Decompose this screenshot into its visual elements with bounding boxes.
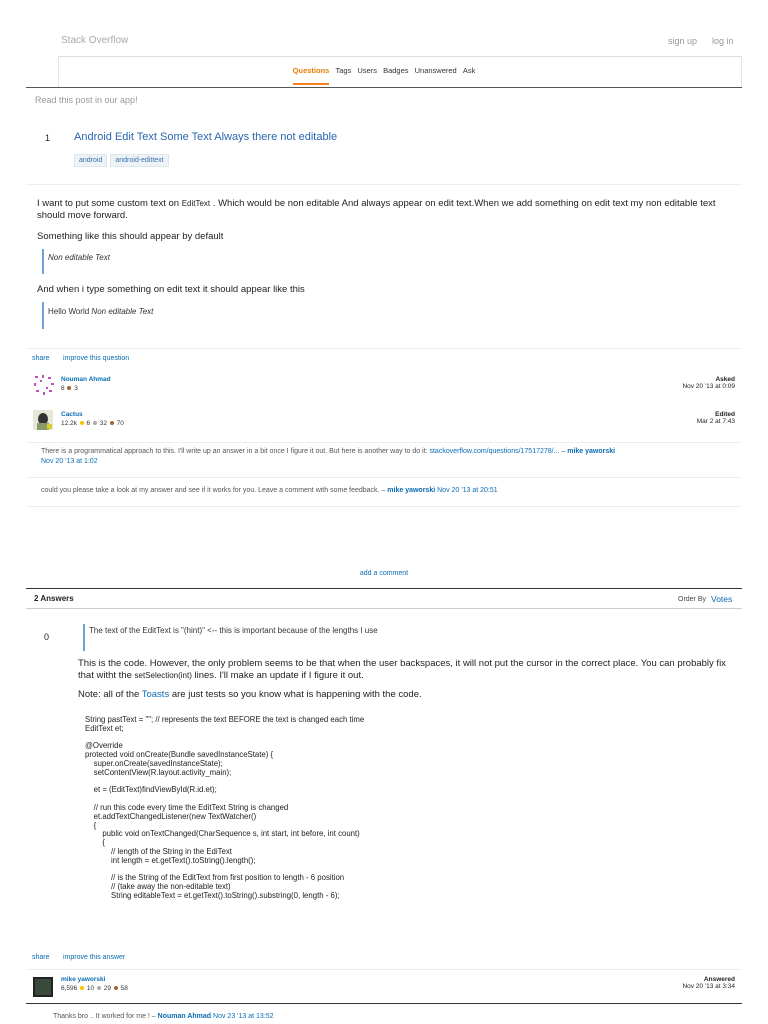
sign-up-link[interactable]: sign up [668, 36, 698, 46]
blockquote: The text of the EditText is "(hint)" <-- this is important because of the lengths I use [83, 624, 378, 651]
asked-info: Asked Nov 20 '13 at 0:09 [682, 376, 735, 390]
question-tags [74, 149, 172, 167]
blockquote: Non editable Text [42, 249, 110, 274]
edited-info: Edited Mar 2 at 7:43 [696, 411, 735, 425]
nav-divider [26, 87, 742, 88]
toasts-link[interactable]: Toasts [141, 689, 170, 700]
avatar[interactable] [33, 977, 53, 997]
answers-count: 2 Answers [34, 594, 74, 603]
nav-users[interactable]: Users [357, 66, 377, 75]
gold-badge-icon [80, 986, 84, 990]
divider [26, 969, 742, 970]
editor-name[interactable]: Cactus [61, 411, 83, 418]
log-in-link[interactable]: log in [712, 36, 734, 46]
comment: There is a programmatical approach to this. I'll write up an answer in a bit once I figure it out. But here is another way to do it: stackoverflow.com/questions/17517278/... – mike yaworski Nov 20 '13 at 1:02 [41, 448, 616, 465]
bronze-badge-icon [114, 986, 118, 990]
question-paragraph: And when i type something on edit text it should appear like this [37, 284, 305, 295]
answer-vote-count: 0 [44, 632, 50, 642]
question-paragraph: Something like this should appear by default [37, 231, 224, 242]
divider [26, 506, 742, 507]
gold-badge-icon [80, 421, 84, 425]
comment-link[interactable]: stackoverflow.com/questions/17517278/... [429, 448, 560, 455]
nav-badges[interactable]: Badges [383, 66, 409, 75]
improve-question-link[interactable]: improve this question [63, 355, 130, 362]
divider [26, 477, 742, 478]
avatar[interactable] [33, 374, 53, 394]
comment-date[interactable]: Nov 23 '13 at 13:52 [213, 1013, 274, 1020]
add-comment-link[interactable]: add a comment [359, 570, 409, 577]
comment-date[interactable]: Nov 20 '13 at 1:02 [41, 458, 98, 465]
site-name[interactable]: Stack Overflow [61, 35, 129, 46]
question-paragraph: I want to put some custom text on EditText . Which would be non editable And always appear on edit text.When we add something on edit text my non editable text should move forward. [37, 198, 716, 221]
improve-answer-link[interactable]: improve this answer [63, 954, 126, 961]
share-answer-link[interactable]: share [32, 954, 50, 961]
bronze-badge-icon [67, 386, 71, 390]
asker-name[interactable]: Nouman Ahmad [61, 376, 111, 383]
answer-paragraph: Note: all of the Toasts are just tests so you know what is happening with the code. [78, 689, 422, 700]
answerer-name[interactable]: mike yaworski [61, 976, 106, 983]
silver-badge-icon [97, 986, 101, 990]
comment-user[interactable]: Nouman Ahmad [157, 1013, 212, 1020]
divider [26, 184, 742, 185]
comment: could you please take a look at my answer and see if it works for you. Leave a comment with some feedback. – mike yaworski Nov 20 '13 at 20:51 [41, 487, 498, 494]
comment-date[interactable]: Nov 20 '13 at 20:51 [437, 487, 498, 494]
bronze-badge-icon [110, 421, 114, 425]
nav-ask[interactable]: Ask [462, 66, 476, 75]
order-by-select[interactable]: Votes [711, 594, 733, 604]
answered-info: Answered Nov 20 '13 at 3:34 [682, 976, 735, 990]
asker-reputation: 8 3 [61, 385, 78, 392]
nav-menu [0, 66, 768, 75]
silver-badge-icon [93, 421, 97, 425]
blockquote: Hello World Non editable Text [42, 302, 153, 329]
nav-tags[interactable]: Tags [335, 66, 352, 75]
nav-unanswered[interactable]: Unanswered [414, 66, 457, 75]
tag-android-edittext[interactable]: android-edittext [110, 154, 168, 167]
comment: Thanks bro .. It worked for me ! – Nouman Ahmad Nov 23 '13 at 13:52 [53, 1013, 274, 1020]
comment-user[interactable]: mike yaworski [567, 448, 616, 455]
divider [26, 348, 742, 349]
inline-code: EditText [181, 199, 211, 208]
nav-questions[interactable]: Questions [293, 66, 330, 85]
answers-header [26, 588, 742, 609]
answerer-reputation: 6,596 10 29 58 [61, 985, 128, 992]
inline-code: setSelection(int) [134, 671, 192, 680]
divider [26, 442, 742, 443]
tag-android[interactable]: android [74, 154, 107, 167]
share-question-link[interactable]: share [32, 355, 50, 362]
answer-paragraph: This is the code. However, the only problem seems to be that when the user backspaces, it will not put the cursor in the correct place. You can probably fix that witht the setSelection(int) lines. I'll make an update if I figure it out. [78, 658, 726, 681]
question-title[interactable]: Android Edit Text Some Text Always there not editable [74, 131, 338, 143]
avatar[interactable] [33, 410, 53, 430]
divider [26, 1003, 742, 1004]
order-by-label: Order By [678, 596, 707, 603]
question-vote-count: 1 [45, 133, 51, 143]
comment-user[interactable]: mike yaworski [387, 487, 436, 494]
editor-reputation: 12.2k 6 32 70 [61, 420, 124, 427]
code-block[interactable]: String pastText = ""; // represents the text BEFORE the text is changed each time EditText et; @Override protected void onCreate(Bundle savedInstanceState) { super.onCreate(savedInstanceState); setContentView(R.layout.activity_main); et = (EditText)findViewById(R.id.et); // run this code every time the EditText String is changed et.addTextChangedListener(new TextWatcher() { public void onTextChanged(CharSequence s, int start, int before, int count) { // length of the String in the EdiText int length = et.getText().toString().length(); // is the String of the EditText from first position to length - 6 position // (take away the non-editable text) String editableText = et.getText().toString().substring(0, length - 6); [85, 716, 365, 900]
app-banner-link[interactable]: Read this post in our app! [35, 95, 138, 105]
